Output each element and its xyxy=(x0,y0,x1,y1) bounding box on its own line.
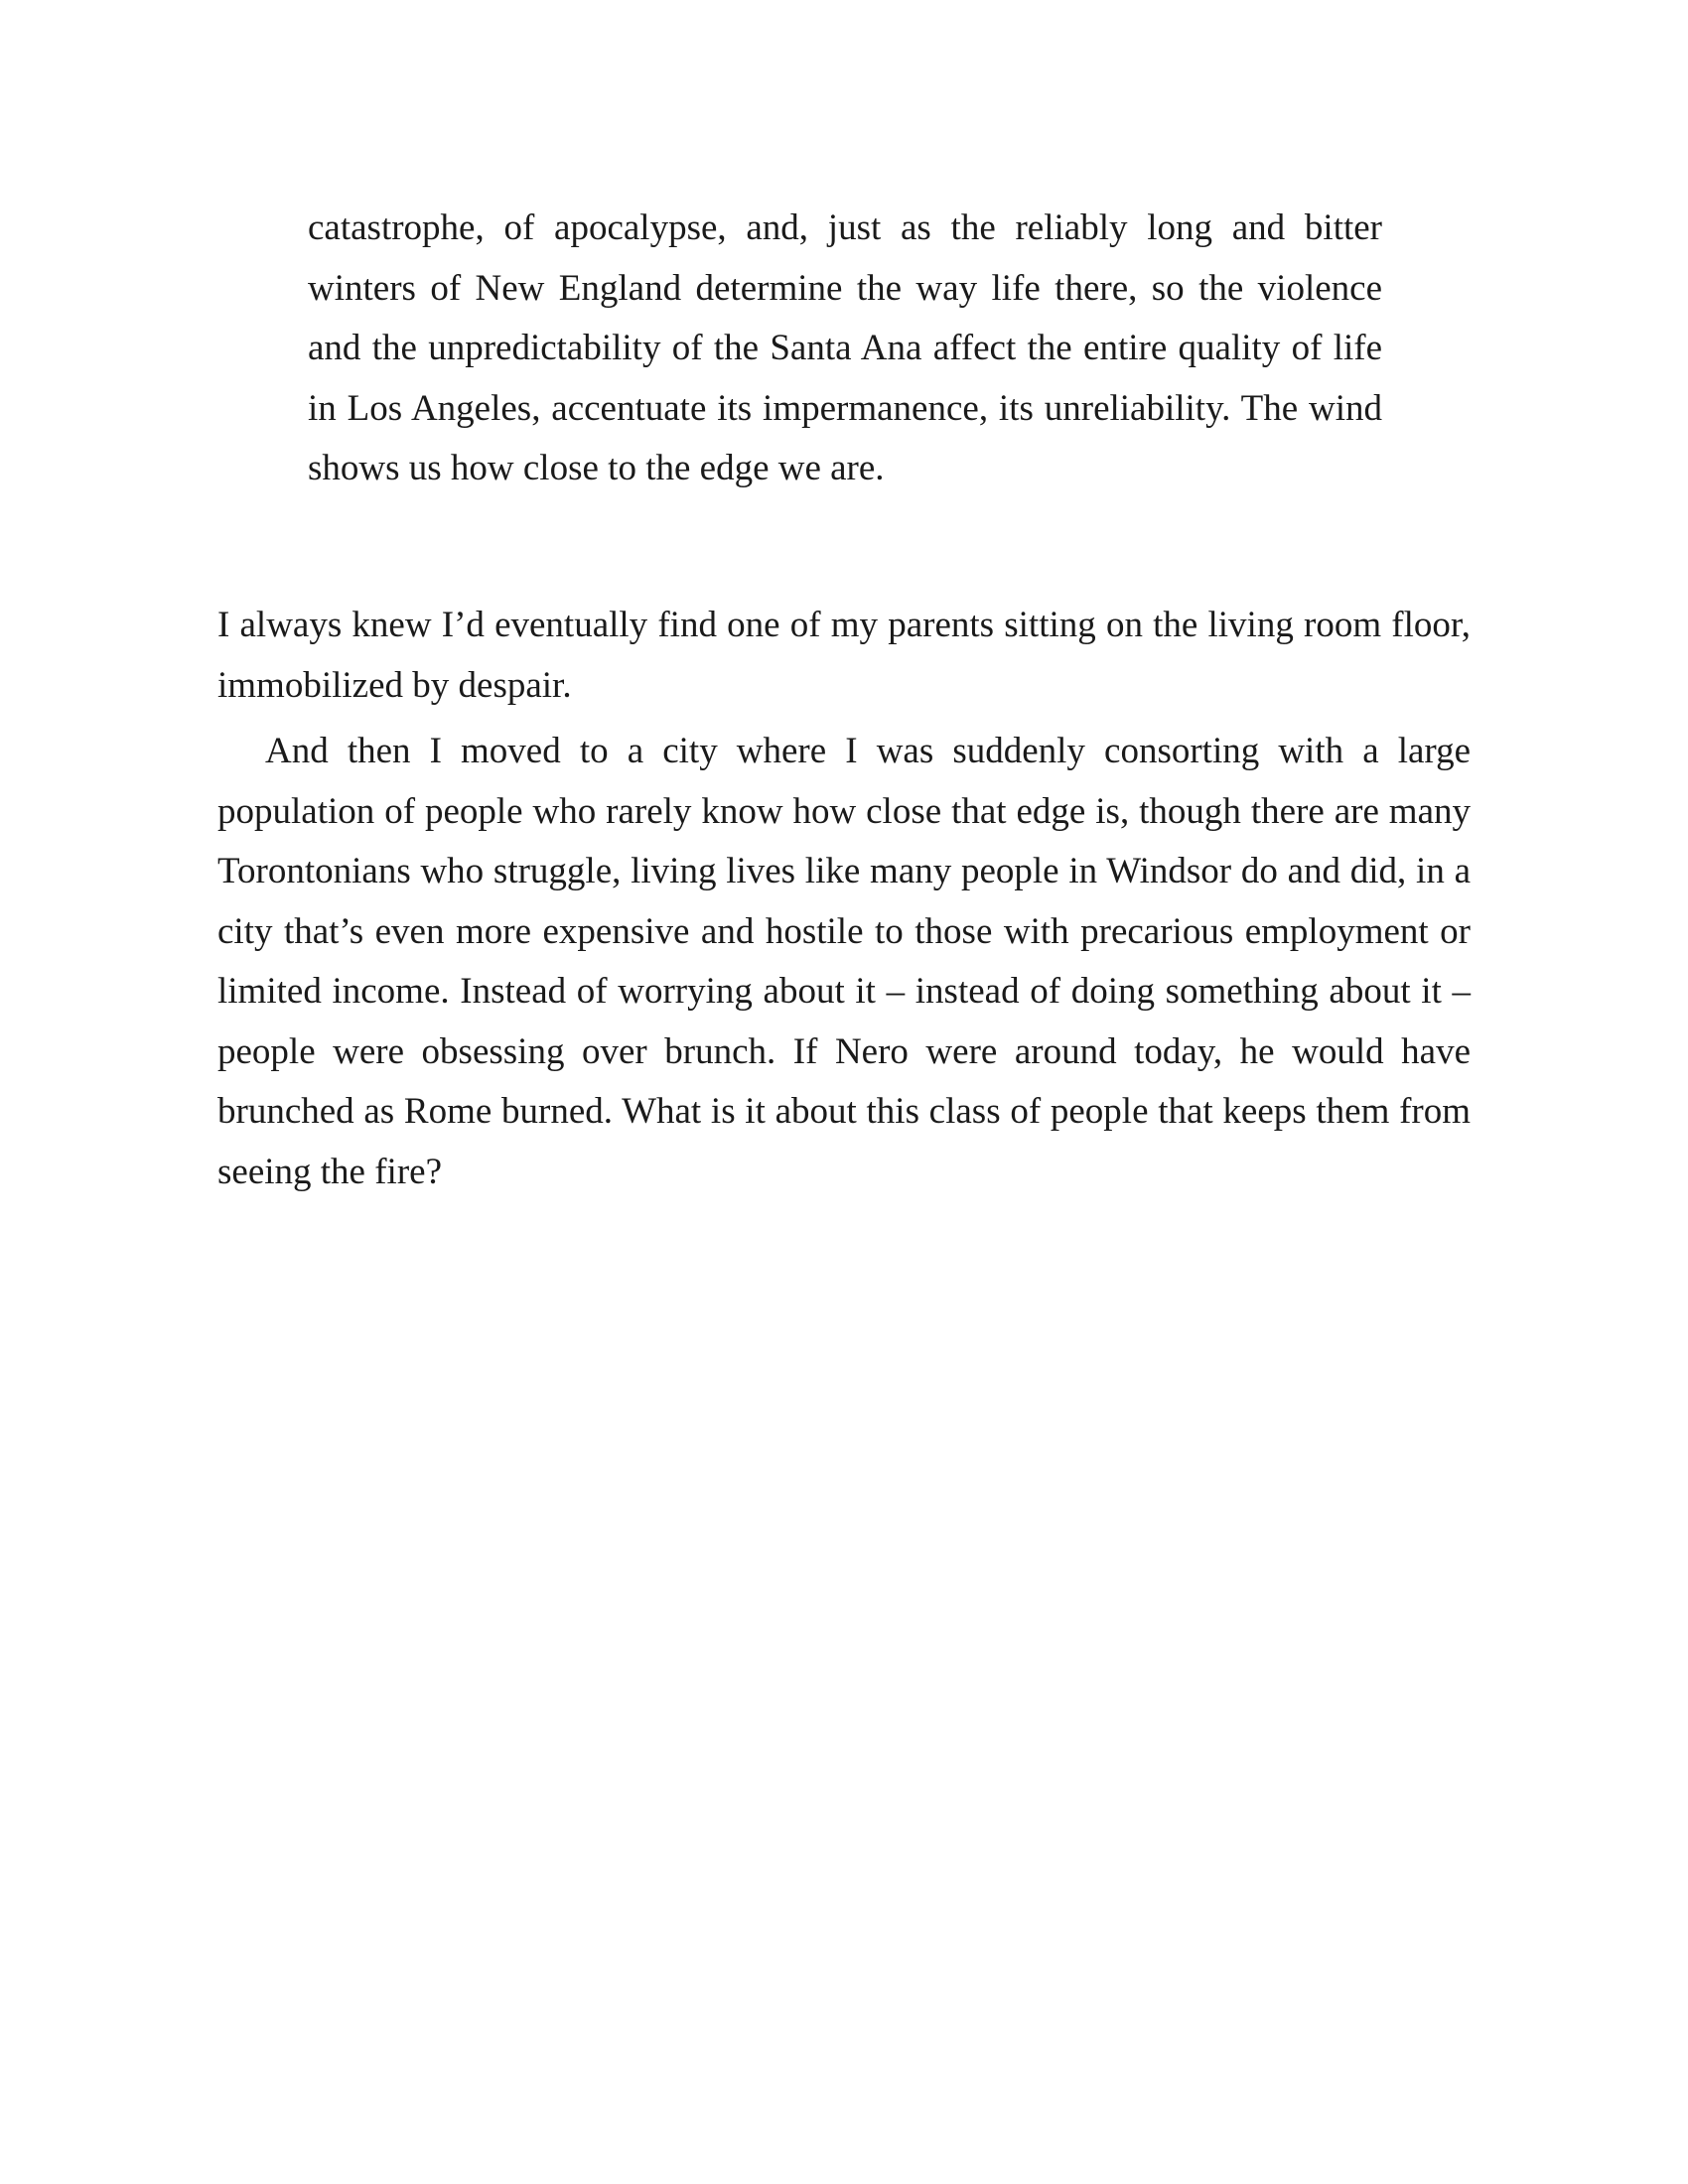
paragraph-1: I always knew I’d eventually find one of my parents sitting on the living room floor, immobilized by despair. xyxy=(217,605,1471,706)
body-text xyxy=(217,596,1471,1202)
paragraph-2: And then I moved to a city where I was suddenly consorting with a large population of people who rarely know how close that edge is, though there are many Torontonians who struggle, living lives like many people in Windsor do and did, in a city that’s even more expensive and hostile to those with precarious employment or limited income. Instead of worrying about it – instead of doing something about it – people were obsessing over brunch. If Nero were around today, he would have brunched as Rome burned. What is it about this class of people that keeps them from seeing the fire? xyxy=(217,731,1471,1192)
block-quote: catastrophe, of apocalypse, and, just as the reliably long and bitter winters of New England determine the way life there, so the violence and the unpredictability of the Santa Ana affect the entire quality of life in Los Angeles, accentuate its impermanence, its unreliability. The wind shows us how close to the edge we are. xyxy=(308,207,1382,488)
